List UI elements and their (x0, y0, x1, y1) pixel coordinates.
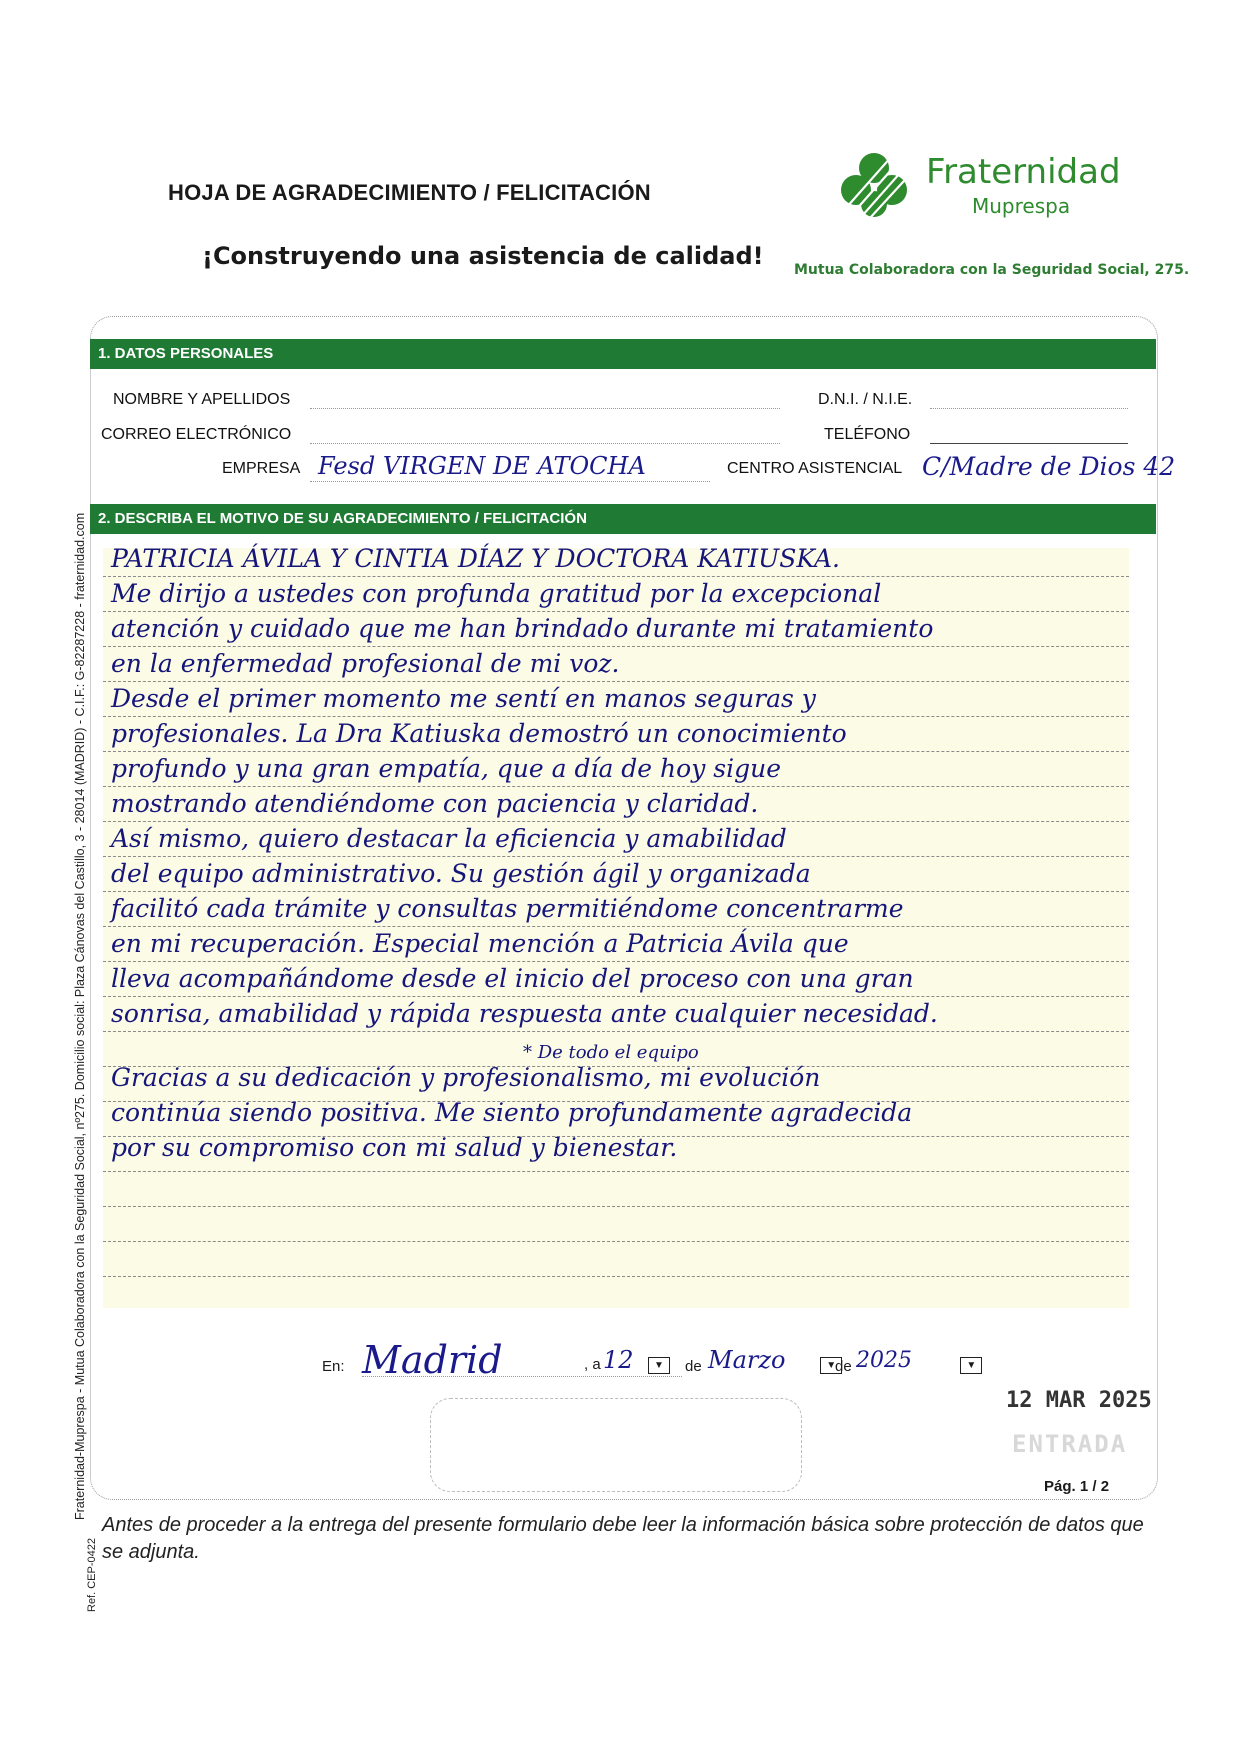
ruled-line (103, 1206, 1129, 1207)
city-value[interactable]: Madrid (362, 1338, 503, 1382)
dni-field[interactable] (930, 408, 1128, 409)
ruled-line (103, 751, 1129, 752)
message-line: profundo y una gran empatía, que a día de hoy sigue (111, 754, 781, 783)
page-number: Pág. 1 / 2 (1044, 1478, 1110, 1495)
message-line: facilitó cada trámite y consultas permitiéndome concentrarme (111, 894, 904, 923)
side-ref: Ref. CEP-0422 (86, 1538, 98, 1612)
telefono-field[interactable] (930, 443, 1128, 444)
stamp-word: ENTRADA (1012, 1430, 1128, 1458)
month-dropdown-icon[interactable]: ▼ (820, 1357, 842, 1374)
city-underline (362, 1376, 682, 1377)
clover-logo-icon (826, 150, 922, 220)
empresa-label: EMPRESA (222, 460, 301, 477)
message-area[interactable] (103, 544, 1129, 1308)
message-line: Me dirijo a ustedes con profunda gratitud por la excepcional (111, 579, 882, 608)
ruled-line (103, 996, 1129, 997)
ruled-line (103, 1031, 1129, 1032)
ruled-line (103, 821, 1129, 822)
a-label: , a (584, 1356, 601, 1373)
message-line: * De todo el equipo (523, 1042, 699, 1063)
year-dropdown-icon[interactable]: ▼ (960, 1357, 982, 1374)
ruled-line (103, 926, 1129, 927)
ruled-line (103, 1241, 1129, 1242)
centro-label: CENTRO ASISTENCIAL (727, 460, 903, 477)
page-title: HOJA DE AGRADECIMIENTO / FELICITACIÓN (168, 180, 651, 205)
privacy-notice: Antes de proceder a la entrega del presente formulario debe leer la información básica sobre protección de datos que se adjunta. (102, 1514, 1144, 1563)
brand-logo (826, 150, 1121, 220)
centro-value[interactable]: C/Madre de Dios 42 (922, 452, 1176, 481)
ruled-line (103, 786, 1129, 787)
message-line: Así mismo, quiero destacar la eficiencia y amabilidad (111, 824, 787, 853)
ruled-line (103, 646, 1129, 647)
day-dropdown-icon[interactable]: ▼ (648, 1357, 670, 1374)
ruled-line (103, 716, 1129, 717)
message-line: PATRICIA ÁVILA Y CINTIA DÍAZ Y DOCTORA KATIUSKA. (111, 544, 840, 573)
ruled-line (103, 611, 1129, 612)
section1-heading: 1. DATOS PERSONALES (90, 339, 1156, 369)
ruled-line (103, 681, 1129, 682)
message-line: mostrando atendiéndome con paciencia y claridad. (111, 789, 759, 818)
de2-label: de (835, 1358, 852, 1375)
telefono-label: TELÉFONO (824, 426, 911, 443)
message-line: continúa siendo positiva. Me siento profundamente agradecida (111, 1098, 913, 1127)
en-label: En: (322, 1358, 345, 1375)
nombre-field[interactable] (310, 408, 780, 409)
nombre-label: NOMBRE Y APELLIDOS (113, 391, 291, 408)
empresa-value[interactable]: Fesd VIRGEN DE ATOCHA (318, 452, 646, 480)
message-line: atención y cuidado que me han brindado durante mi tratamiento (111, 614, 934, 643)
message-line: Gracias a su dedicación y profesionalismo, mi evolución (111, 1063, 821, 1092)
ruled-line (103, 1171, 1129, 1172)
de1-label: de (685, 1358, 702, 1375)
signature-box[interactable] (430, 1398, 802, 1492)
dni-label: D.N.I. / N.I.E. (818, 391, 913, 408)
message-line: lleva acompañándome desde el inicio del proceso con una gran (111, 964, 914, 993)
message-line: sonrisa, amabilidad y rápida respuesta ante cualquier necesidad. (111, 999, 938, 1028)
stamp-date: 12 MAR 2025 (1006, 1388, 1152, 1413)
correo-field[interactable] (310, 443, 780, 444)
correo-label: CORREO ELECTRÓNICO (101, 426, 292, 443)
mutua-caption: Mutua Colaboradora con la Seguridad Social, 275. (794, 262, 1190, 278)
message-line: en la enfermedad profesional de mi voz. (111, 649, 620, 678)
ruled-line (103, 961, 1129, 962)
section2-heading: 2. DESCRIBA EL MOTIVO DE SU AGRADECIMIENTO / FELICITACIÓN (90, 504, 1156, 534)
ruled-line (103, 856, 1129, 857)
ruled-line (103, 1276, 1129, 1277)
message-line: profesionales. La Dra Katiuska demostró un conocimiento (111, 719, 847, 748)
ruled-line (103, 891, 1129, 892)
message-line: Desde el primer momento me sentí en manos seguras y (111, 684, 816, 713)
message-line: por su compromiso con mi salud y bienestar. (111, 1133, 678, 1162)
message-line: en mi recuperación. Especial mención a Patricia Ávila que (111, 929, 849, 958)
message-line: del equipo administrativo. Su gestión ágil y organizada (111, 859, 811, 888)
year-value[interactable]: 2025 (856, 1348, 912, 1373)
brand-subname: Muprespa (972, 194, 1071, 218)
brand-name: Fraternidad (926, 152, 1121, 192)
day-value[interactable]: 12 (603, 1346, 634, 1374)
empresa-underline (310, 481, 710, 482)
ruled-line (103, 576, 1129, 577)
month-value[interactable]: Marzo (708, 1346, 786, 1374)
page-subtitle: ¡Construyendo una asistencia de calidad! (202, 242, 764, 270)
side-legal-text: Fraternidad-Muprespa - Mutua Colaboradora con la Seguridad Social, nº275. Domicilio social: Plaza Cánovas del Castillo, 3 - 28014 (MADRID) - C.I.F.: G-82287228 - fraternidad.com (73, 512, 87, 1520)
